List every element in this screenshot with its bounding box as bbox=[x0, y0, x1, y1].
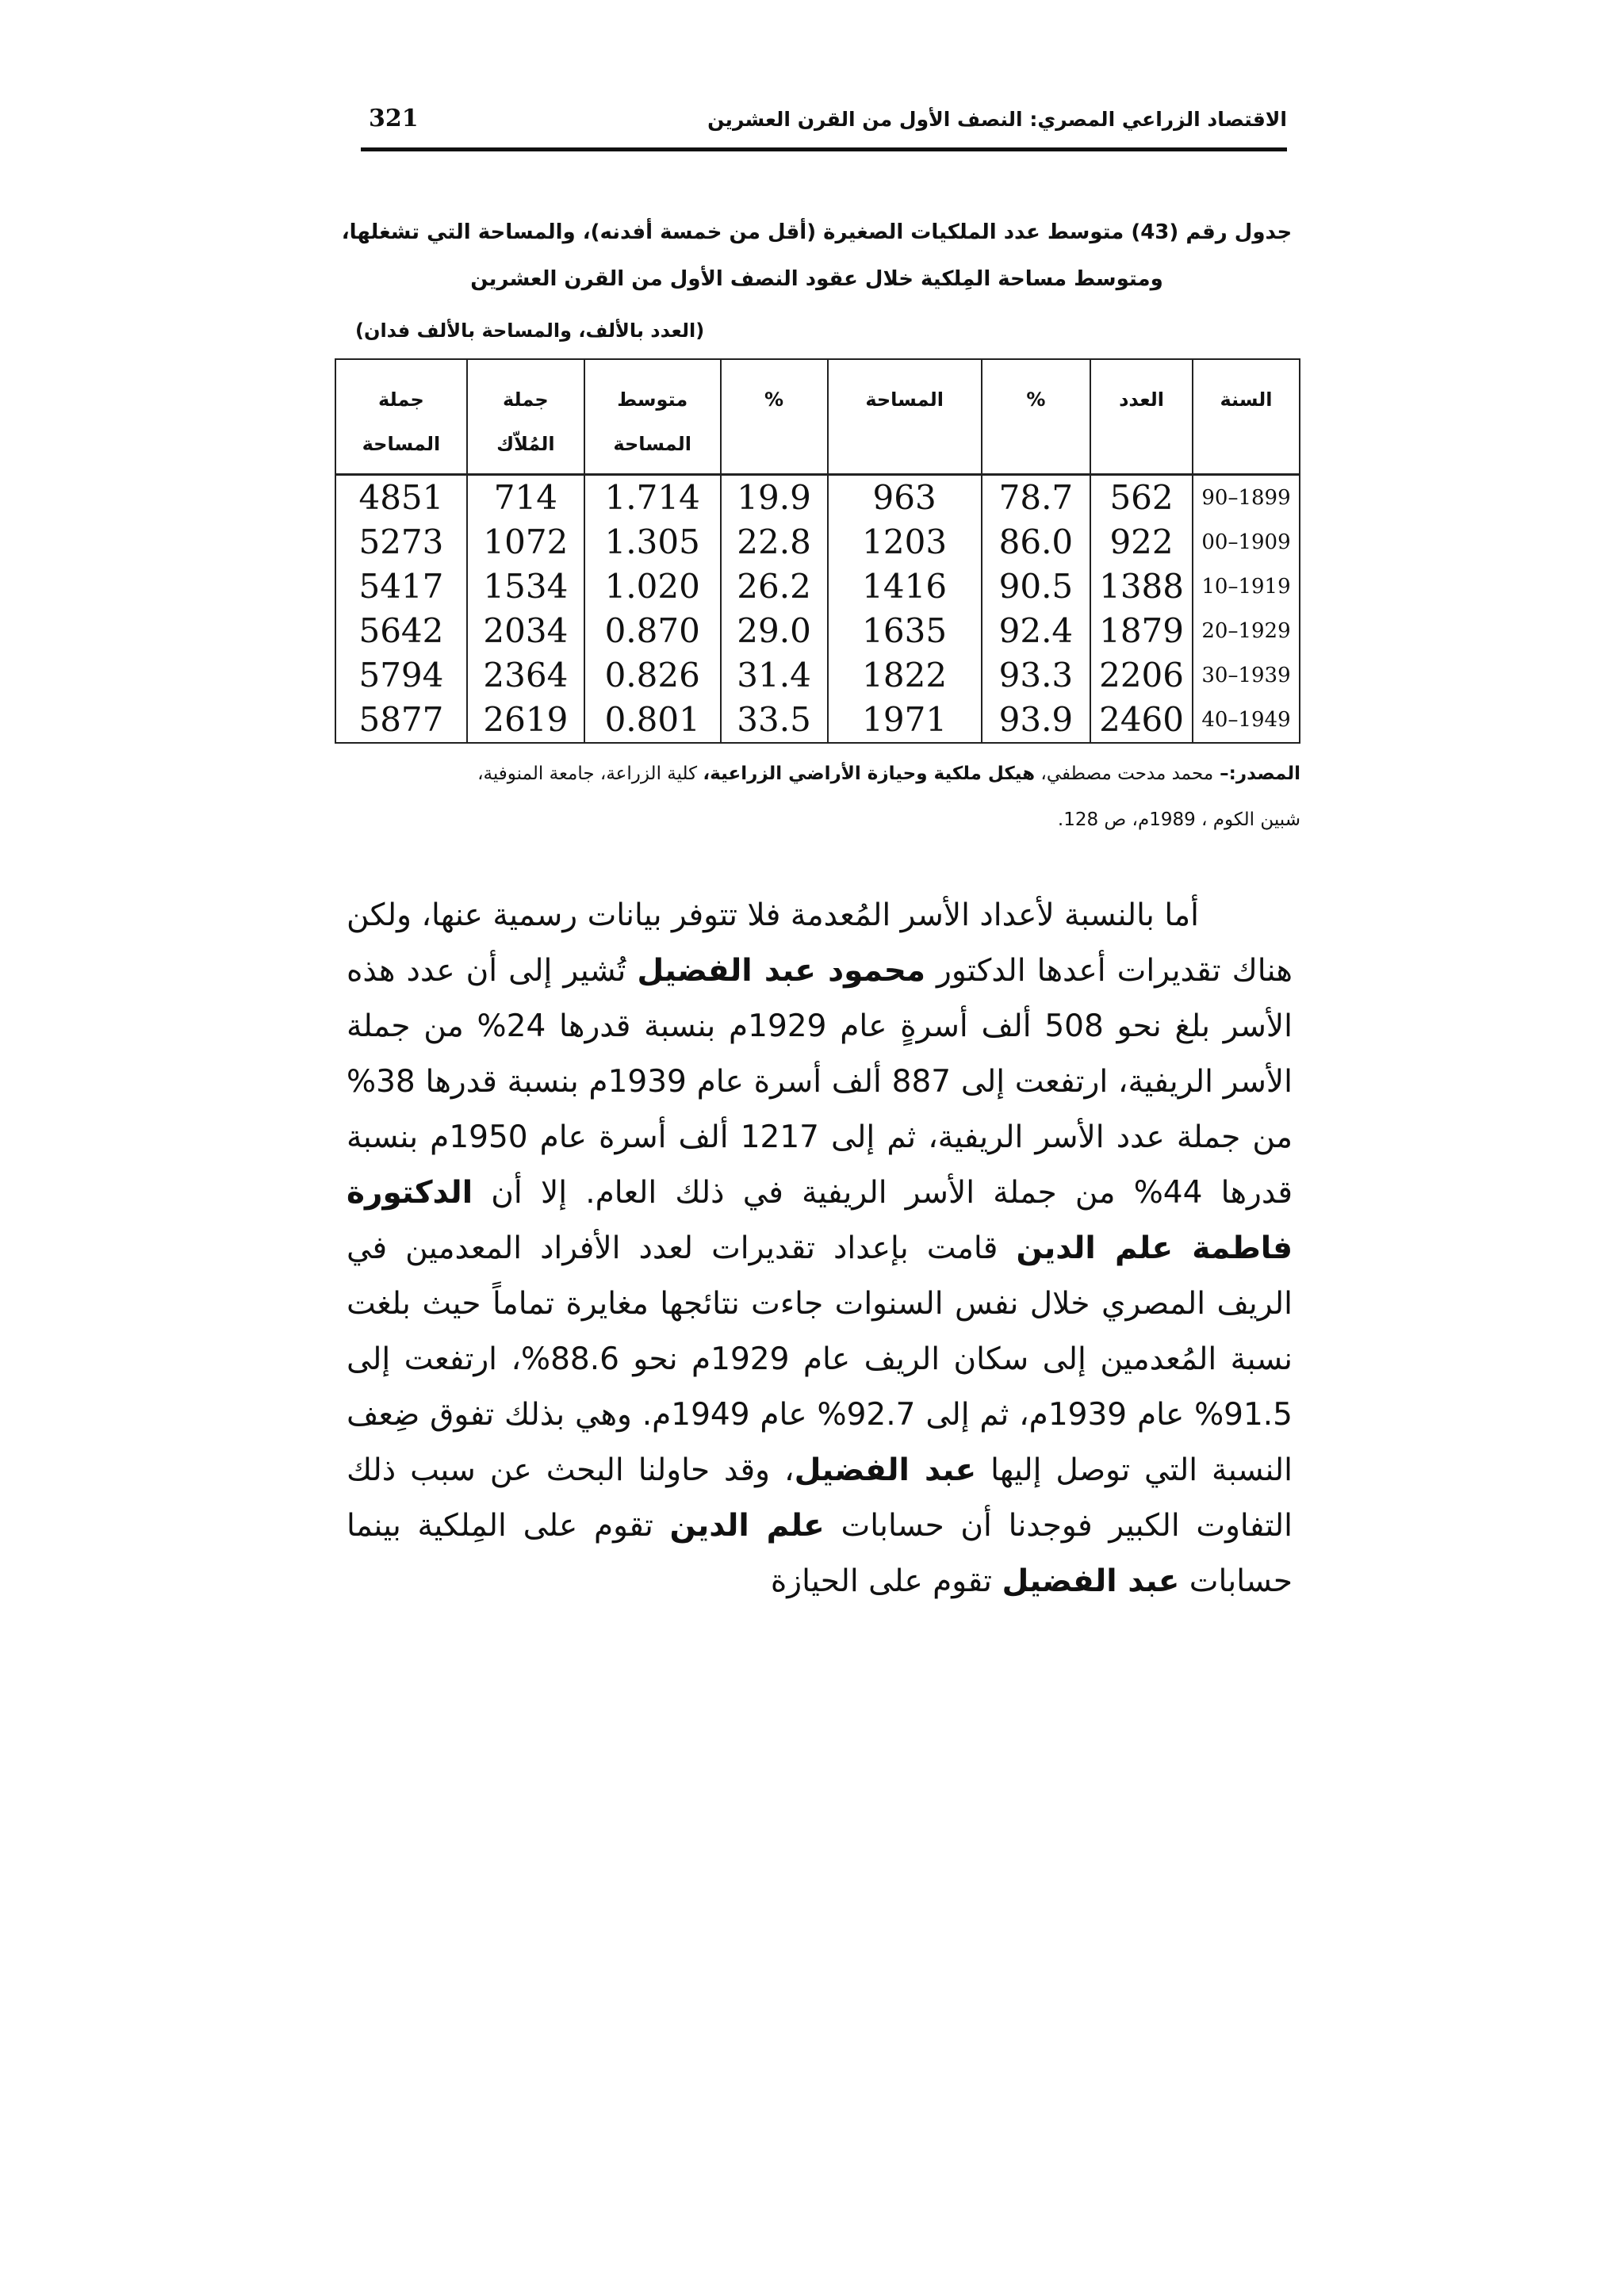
cell-percent-2: 22.8 bbox=[721, 520, 828, 564]
page-header bbox=[361, 103, 1287, 151]
cell-percent-1: 93.9 bbox=[982, 698, 1090, 743]
table-row bbox=[335, 609, 1300, 653]
table-caption-line-2: ومتوسط مساحة المِلكية خلال عقود النصف الأول من القرن العشرين bbox=[470, 267, 1163, 291]
cell-percent-2: 29.0 bbox=[721, 609, 828, 653]
cell-total-owners: 1534 bbox=[467, 564, 584, 609]
header-year: السنة bbox=[1193, 359, 1300, 475]
cell-total-area: 5877 bbox=[335, 698, 467, 743]
cell-count: 1879 bbox=[1090, 609, 1193, 653]
cell-total-area: 5417 bbox=[335, 564, 467, 609]
cell-percent-2: 19.9 bbox=[721, 475, 828, 521]
cell-year: 30–1939 bbox=[1193, 653, 1300, 698]
table-row bbox=[335, 653, 1300, 698]
source-book-title: هيكل ملكية وحيازة الأراضي الزراعية، bbox=[703, 763, 1036, 784]
cell-year: 10–1919 bbox=[1193, 564, 1300, 609]
cell-year: 00–1909 bbox=[1193, 520, 1300, 564]
cell-area: 1635 bbox=[828, 609, 982, 653]
body-paragraph: أما بالنسبة لأعداد الأسر المُعدمة فلا تتوفر بيانات رسمية عنها، ولكن هناك تقديرات أعدها الدكتور محمود عبد الفضيل تُشير إلى أن عدد هذه الأسر بلغ نحو 508 ألف أسرةٍ عام 1929م بنسبة قدرها 24% من جملة الأسر الريفية، ارتفعت إلى 887 ألف أسرة عام 1939م بنسبة قدرها 38% من جملة عدد الأسر الريفية، ثم إلى 1217 ألف أسرة عام 1950م بنسبة قدرها 44% من جملة الأسر الريفية في ذلك العام. إلا أن الدكتورة فاطمة علم الدين قامت بإعداد تقديرات لعدد الأفراد المعدمين في الريف المصري خلال نفس السنوات جاءت نتائجها مغايرة تماماً حيث بلغت نسبة المُعدمين إلى سكان الريف عام 1929م نحو 88.6%، ارتفعت إلى 91.5% عام 1939م، ثم إلى 92.7% عام 1949م. وهي بذلك تفوق ضِعف النسبة التي توصل إليها عبد الفضيل، وقد حاولنا البحث عن سبب ذلك التفاوت الكبير فوجدنا أن حسابات علم الدين تقوم على المِلكية بينما حسابات عبد الفضيل تقوم على الحيازة bbox=[347, 897, 1293, 1599]
table-row bbox=[335, 475, 1300, 521]
cell-count: 562 bbox=[1090, 475, 1193, 521]
cell-total-owners: 1072 bbox=[467, 520, 584, 564]
cell-total-owners: 714 bbox=[467, 475, 584, 521]
page-number: 321 bbox=[369, 105, 419, 132]
header-total-owners: جملة المُلاّك bbox=[467, 359, 584, 475]
table-row bbox=[335, 698, 1300, 743]
source-label: المصدر:– bbox=[1213, 763, 1300, 784]
table-row bbox=[335, 520, 1300, 564]
table-row bbox=[335, 564, 1300, 609]
cell-area: 1971 bbox=[828, 698, 982, 743]
cell-average-area: 1.714 bbox=[584, 475, 721, 521]
cell-total-area: 5273 bbox=[335, 520, 467, 564]
source-author: محمد مدحت مصطفي، bbox=[1035, 763, 1214, 784]
cell-percent-2: 26.2 bbox=[721, 564, 828, 609]
header-average-area: متوسط المساحة bbox=[584, 359, 721, 475]
header-total-area: جملة المساحة bbox=[335, 359, 467, 475]
name-highlight: عبد الفضيل bbox=[794, 1452, 977, 1488]
header-area: المساحة bbox=[828, 359, 982, 475]
cell-total-area: 5642 bbox=[335, 609, 467, 653]
cell-percent-2: 33.5 bbox=[721, 698, 828, 743]
cell-total-owners: 2619 bbox=[467, 698, 584, 743]
table-header-row bbox=[335, 359, 1300, 475]
cell-percent-1: 93.3 bbox=[982, 653, 1090, 698]
cell-count: 922 bbox=[1090, 520, 1193, 564]
cell-year: 40–1949 bbox=[1193, 698, 1300, 743]
header-percent-2: % bbox=[721, 359, 828, 475]
header-count: العدد bbox=[1090, 359, 1193, 475]
cell-average-area: 1.305 bbox=[584, 520, 721, 564]
cell-total-owners: 2034 bbox=[467, 609, 584, 653]
name-highlight: علم الدين bbox=[669, 1508, 825, 1544]
cell-area: 1822 bbox=[828, 653, 982, 698]
cell-average-area: 0.826 bbox=[584, 653, 721, 698]
cell-average-area: 0.870 bbox=[584, 609, 721, 653]
cell-count: 2206 bbox=[1090, 653, 1193, 698]
name-highlight: الدكتورة فاطمة علم الدين bbox=[347, 1175, 1293, 1266]
cell-percent-1: 86.0 bbox=[982, 520, 1090, 564]
header-percent-1: % bbox=[982, 359, 1090, 475]
cell-percent-1: 92.4 bbox=[982, 609, 1090, 653]
table-unit-note: (العدد بالألف، والمساحة بالألف فدان) bbox=[355, 320, 705, 342]
cell-year: 20–1929 bbox=[1193, 609, 1300, 653]
data-table bbox=[335, 358, 1300, 744]
source-publisher: كلية الزراعة، جامعة المنوفية، bbox=[477, 763, 703, 784]
cell-area: 963 bbox=[828, 475, 982, 521]
cell-count: 1388 bbox=[1090, 564, 1193, 609]
cell-total-area: 4851 bbox=[335, 475, 467, 521]
cell-area: 1416 bbox=[828, 564, 982, 609]
cell-percent-2: 31.4 bbox=[721, 653, 828, 698]
table-caption-line-1: جدول رقم (43) متوسط عدد الملكيات الصغيرة (أقل من خمسة أفدنه)، والمساحة التي تشغلها، bbox=[341, 220, 1293, 244]
cell-percent-1: 78.7 bbox=[982, 475, 1090, 521]
cell-average-area: 1.020 bbox=[584, 564, 721, 609]
cell-average-area: 0.801 bbox=[584, 698, 721, 743]
cell-total-area: 5794 bbox=[335, 653, 467, 698]
source-place-date: شبين الكوم ، 1989م، ص 128. bbox=[1057, 809, 1300, 830]
table-source-note bbox=[309, 751, 1300, 843]
cell-area: 1203 bbox=[828, 520, 982, 564]
running-header-title: الاقتصاد الزراعي المصري: النصف الأول من القرن العشرين bbox=[707, 108, 1287, 131]
cell-percent-1: 90.5 bbox=[982, 564, 1090, 609]
name-highlight: محمود عبد الفضيل bbox=[637, 953, 925, 989]
cell-year: 90–1899 bbox=[1193, 475, 1300, 521]
cell-count: 2460 bbox=[1090, 698, 1193, 743]
name-highlight: عبد الفضيل bbox=[1002, 1563, 1180, 1599]
cell-total-owners: 2364 bbox=[467, 653, 584, 698]
